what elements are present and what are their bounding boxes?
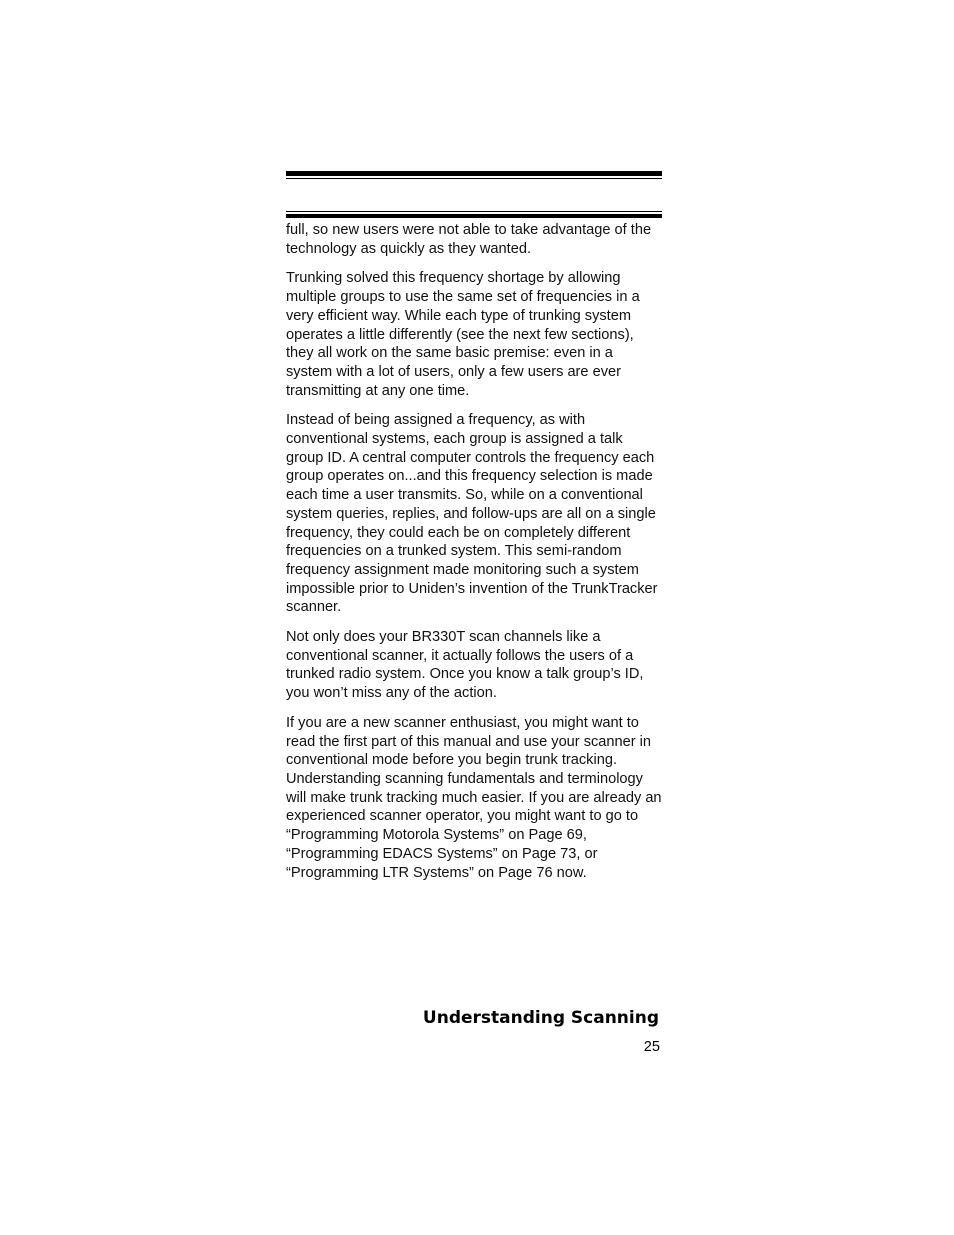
paragraph: If you are a new scanner enthusiast, you might want to read the first part of this manual and use your scanner in conventional mode before you begin trunk tracking. Understanding scanning fundamentals and terminology will make trunk tracking much easier. If you are already an experienced scanner operator, you might want to go to “Programming Motorola Systems” on Page 69, “Programming EDACS Systems” on Page 73, or “Programming LTR Systems” on Page 76 now. [286,714,662,881]
page-number: 25 [643,1039,660,1055]
paragraph: Instead of being assigned a frequency, as with conventional systems, each group is assigned a talk group ID. A central computer controls the frequency each group operates on...and this frequency selection is made each time a user transmits. So, while on a conventional system queries, replies, and follow-ups are all on a single frequency, they could each be on completely different frequencies on a trunked system. This semi-random frequency assignment made monitoring such a system impossible prior to Uniden’s invention of the TrunkTracker scanner. [286,412,658,616]
header-rule-thick-lower [286,214,662,218]
paragraph: Not only does your BR330T scan channels like a conventional scanner, it actually follows the users of a trunked radio system. Once you know a talk group’s ID, you won’t miss any of the action. [286,629,644,702]
header-rule-thin [286,178,662,179]
footer-section-title: Understanding Scanning [422,1008,659,1028]
header-rule-thick [286,171,662,176]
header-rule-thin-lower [286,211,662,212]
paragraph: Trunking solved this frequency shortage by allowing multiple groups to use the same set of frequencies in a very efficient way. While each type of trunking system operates a little differently (see the next few sections), they all work on the same basic premise: even in a system with a lot of users, only a few users are ever transmitting at any one time. [286,270,640,399]
body-text [286,221,662,893]
paragraph: full, so new users were not able to take advantage of the technology as quickly as they wanted. [286,222,652,257]
